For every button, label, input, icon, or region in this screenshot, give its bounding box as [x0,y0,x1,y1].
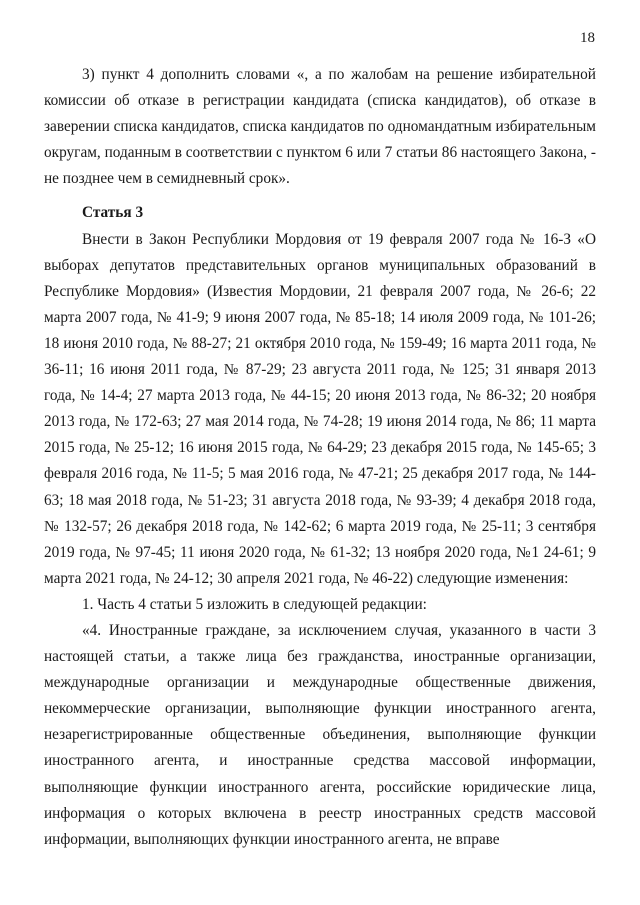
paragraph-quote: «4. Иностранные граждане, за исключением случая, указанного в части 3 настоящей статьи, а также лица без гражданства, иностранные организации, международные организации и международные общественные движения, некоммерческие организации, выполняющие функции иностранного агента, незарегистрированные общественные объединения, выполняющие функции иностранного агента, и иностранные средства массовой информации, выполняющие функции иностранного агента, российские юридические лица, информация о которых включена в реестр иностранных средств массовой информации, выполняющих функции иностранного агента, не вправе [44,621,596,848]
paragraph-item-1: 1. Часть 4 статьи 5 изложить в следующей редакции: [82,595,427,613]
paragraph-item-3: 3) пункт 4 дополнить словами «, а по жалобам на решение избирательной комиссии об отказе в регистрации кандидата (списка кандидатов), об отказе в заверении списка кандидатов, списка кандидатов по одномандатным избирательным округам, поданным в соответствии с пунктом 6 или 7 статьи 86 настоящего Закона, - не позднее чем в семидневный срок». [44,66,596,188]
paragraph-intro: Внести в Закон Республики Мордовия от 19 февраля 2007 года № 16-З «О выборах депутатов представительных органов муниципальных образований в Республике Мордовия» (Известия Мордовии, 21 февраля 2007 года, № 26-6; 22 марта 2007 года, № 41-9; 9 июня 2007 года, № 85-18; 14 июля 2009 года, № 101-26; 18 июня 2010 года, № 88-27; 21 октября 2010 года, № 159-49; 16 марта 2011 года, № 36-11; 16 июня 2011 года, № 87-29; 23 августа 2011 года, № 125; 31 января 2013 года, № 14-4; 27 марта 2013 года, № 44-15; 20 июня 2013 года, № 86-32; 20 ноября 2013 года, № 172-63; 27 мая 2014 года, № 74-28; 19 июня 2014 года, № 86; 11 марта 2015 года, № 25-12; 16 июня 2015 года, № 64-29; 23 декабря 2015 года, № 145-65; 3 февраля 2016 года, № 11-5; 5 мая 2016 года, № 47-21; 25 декабря 2017 года, № 144-63; 18 мая 2018 года, № 51-23; 31 августа 2018 года, № 93-39; 4 декабря 2018 года, № 132-57; 26 декабря 2018 года, № 142-62; 6 марта 2019 года, № 25-11; 3 сентября 2019 года, № 97-45; 11 июня 2020 года, № 61-32; 13 ноября 2020 года, №1 24-61; 9 марта 2021 года, № 24-12; 30 апреля 2021 года, № 46-22) следующие изменения: [44,230,596,587]
article-heading: Статья 3 [82,204,144,222]
document-body [44,62,596,853]
page-number: 18 [580,30,595,46]
